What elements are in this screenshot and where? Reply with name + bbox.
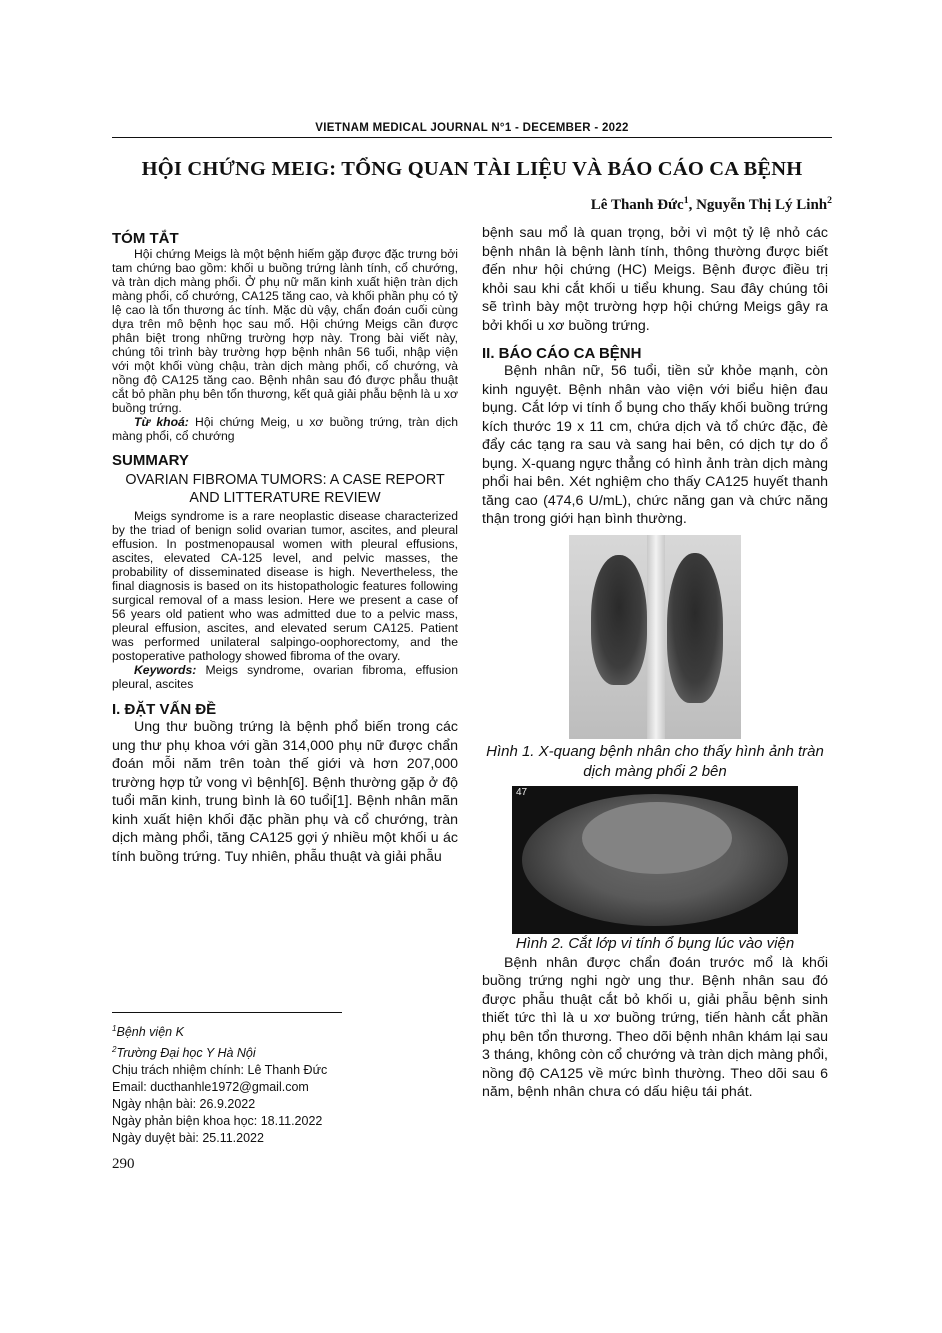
date-accepted: Ngày duyệt bài: 25.11.2022 <box>112 1131 264 1146</box>
corresponding-author: Chịu trách nhiệm chính: Lê Thanh Đức <box>112 1063 328 1078</box>
date-reviewed: Ngày phản biện khoa học: 18.11.2022 <box>112 1114 323 1129</box>
affiliation-2-text: Trường Đại học Y Hà Nội <box>116 1046 256 1061</box>
section-2-heading: II. BÁO CÁO CA BỆNH <box>482 345 642 362</box>
header-rule <box>112 137 832 138</box>
xray-spine <box>647 535 665 739</box>
abstract-keywords-text: Hội chứng Meig, u xơ buồng trứng, tràn dịch màng phổi, cổ chướng <box>112 415 458 443</box>
ct-mass <box>582 802 732 874</box>
figure-1-caption: Hình 1. X-quang bệnh nhân cho thấy hình ảnh tràn dịch màng phổi 2 bên <box>486 742 824 780</box>
section-1-text: Ung thư buồng trứng là bệnh phổ biến trong các ung thư phụ khoa với gần 314,000 phụ nữ được chẩn đoán mỗi năm trên toàn thế giới và hơn 207,000 trường hợp tử vong vì bệnh[6]. Bệnh thường gặp ở độ tuổi mãn kinh, trung bình là 60 tuổi[1]. Bệnh nhân mãn kinh xuất hiện khối đặc phần phụ và cổ chướng, tràn dịch màng phổi, tăng CA125 gợi ý nhiều một khối u ác tính buồng trứng. Tuy nhiên, phẫu thuật và giải phẫu <box>112 719 458 865</box>
section-1-continued: bệnh sau mổ là quan trọng, bởi vì một tỷ lệ nhỏ các bệnh nhân là bệnh lành tính, thông thường được biết đến như hội chứng (HC) Meigs. Bệnh được điều trị khỏi sau khi cắt khối u tiểu khung. Sau đây chúng tôi sẽ trình bày một trường hợp hội chứng Meigs gây ra bởi khối u xơ buồng trứng. <box>482 225 828 334</box>
summary-keywords <box>112 663 458 691</box>
summary-heading: SUMMARY <box>112 452 189 469</box>
date-received: Ngày nhận bài: 26.9.2022 <box>112 1097 256 1112</box>
author-2: Nguyễn Thị Lý Linh <box>696 197 828 213</box>
author-1: Lê Thanh Đức <box>590 197 684 213</box>
summary-keywords-label: Keywords: <box>134 663 197 677</box>
article-title: HỘI CHỨNG MEIG: TỔNG QUAN TÀI LIỆU VÀ BÁO CÁO CA BỆNH <box>141 158 803 180</box>
section-1-heading: I. ĐẶT VẤN ĐỀ <box>112 701 217 718</box>
author-1-affiliation: 1 <box>683 195 689 206</box>
section-2-text-2: Bệnh nhân được chẩn đoán trước mổ là khối buồng trứng nghi ngờ ung thư. Bệnh nhân sau đó được phẫu thuật cắt bỏ khối u, giải phẫu bệnh sinh thiết tức thì là u xơ buồng trứng, tiến hành cắt phần phụ bên tổn thương. Theo dõi bệnh nhân khám lại sau 3 tháng, không còn cổ chướng và tràn dịch màng phổi, nồng độ CA125 về mức bình thường. Theo dõi sau 6 năm, bệnh nhân chưa có dấu hiệu tái phát. <box>482 954 828 1100</box>
abstract-keywords <box>112 415 458 443</box>
abstract-text: Hội chứng Meigs là một bệnh hiếm gặp được đặc trưng bởi tam chứng bao gồm: khối u buồng trứng lành tính, cổ chướng, và tràn dịch màng phổi. Ở phụ nữ mãn kinh xuất hiện tràn dịch màng phổi, cổ chướng, CA125 tăng cao, và khối phần phụ có tỷ lệ cao là tổn thương ác tính. Mặc dù vậy, chẩn đoán cuối cùng dựa trên mô bệnh học sau mổ. Hội chứng Meigs cần được phân biệt trong những trường hợp này. Trong bài viết này, chúng tôi trình bày trường hợp bệnh nhân 56 tuổi, nhập viện với một khối vùng chậu, tràn dịch màng phổi, cổ chướng, và nồng độ CA125 tăng cao. Bệnh nhân sau đó được phẫu thuật cắt bỏ phần phụ bên tổn thương, kết quả giải phẫu bệnh là u xơ buồng trứng. <box>112 247 458 415</box>
author-2-affiliation: 2 <box>827 195 832 206</box>
author-separator: , <box>688 197 697 213</box>
left-column <box>112 224 458 866</box>
ct-scan-image <box>512 786 798 934</box>
xray-right-lung <box>591 555 647 685</box>
affiliation-1-text: Bệnh viện K <box>116 1025 184 1040</box>
section-2-text: Bệnh nhân nữ, 56 tuổi, tiền sử khỏe mạnh, còn kinh nguyệt. Bệnh nhân vào viện với biểu hiện đau bụng. Cắt lớp vi tính ổ bụng cho thấy khối buồng trứng kích thước 19 x 11 cm, chứa dịch và tổ chức đặc, đè đẩy các tạng ra sau và sang hai bên, có dịch tự do ổ bụng. X-quang ngực thẳng có hình ảnh tràn dịch màng phổi hai bên. Xét nghiệm cho thấy CA125 huyết thanh tăng cao (474,6 U/mL), chức năng gan và chức năng thận trong giới hạn bình thường. <box>482 363 828 527</box>
email: Email: ducthanhle1972@gmail.com <box>112 1080 309 1095</box>
chest-xray-image <box>569 535 741 739</box>
summary-keywords-text: Meigs syndrome, ovarian fibroma, effusion pleural, ascites <box>112 663 458 691</box>
journal-header: VIETNAM MEDICAL JOURNAL N°1 - DECEMBER - 2022 <box>315 122 629 134</box>
footnote-rule <box>112 1012 342 1013</box>
abstract-heading: TÓM TẮT <box>112 230 179 247</box>
affiliation-1-sup: 1 <box>112 1024 117 1033</box>
page-number: 290 <box>112 1156 135 1172</box>
footnotes <box>112 1020 458 1147</box>
affiliation-2 <box>112 1041 458 1062</box>
authors <box>591 195 832 214</box>
summary-title: OVARIAN FIBROMA TUMORS: A CASE REPORT AND LITTERATURE REVIEW <box>125 472 445 506</box>
abstract-keywords-label: Từ khoá: <box>134 415 189 429</box>
summary-text: Meigs syndrome is a rare neoplastic disease characterized by the triad of benign solid ovarian tumor, ascites, and pleural effusion. In postmenopausal women with pleural effusions, ascites, elevated CA-125 level, and pelvic masses, the probability of disseminated disease is high. Nevertheless, the final diagnosis is based on its histopathologic features following surgical removal of a mass lesion. Here we present a case of 56 years old patient who was admitted due to a pelvic mass, pleural effusion, ascites, and elevated serum CA125. Patient was performed unilateral salpingo-oophorectomy, and the postoperative pathology showed fibroma of the ovary. <box>112 509 458 663</box>
figure-2-caption: Hình 2. Cắt lớp vi tính ổ bụng lúc vào viện <box>515 934 795 952</box>
xray-left-lung <box>667 553 723 703</box>
ct-label: 47 <box>516 786 528 798</box>
affiliation-2-sup: 2 <box>112 1045 117 1055</box>
affiliation-1 <box>112 1020 458 1041</box>
right-column <box>482 224 828 1102</box>
